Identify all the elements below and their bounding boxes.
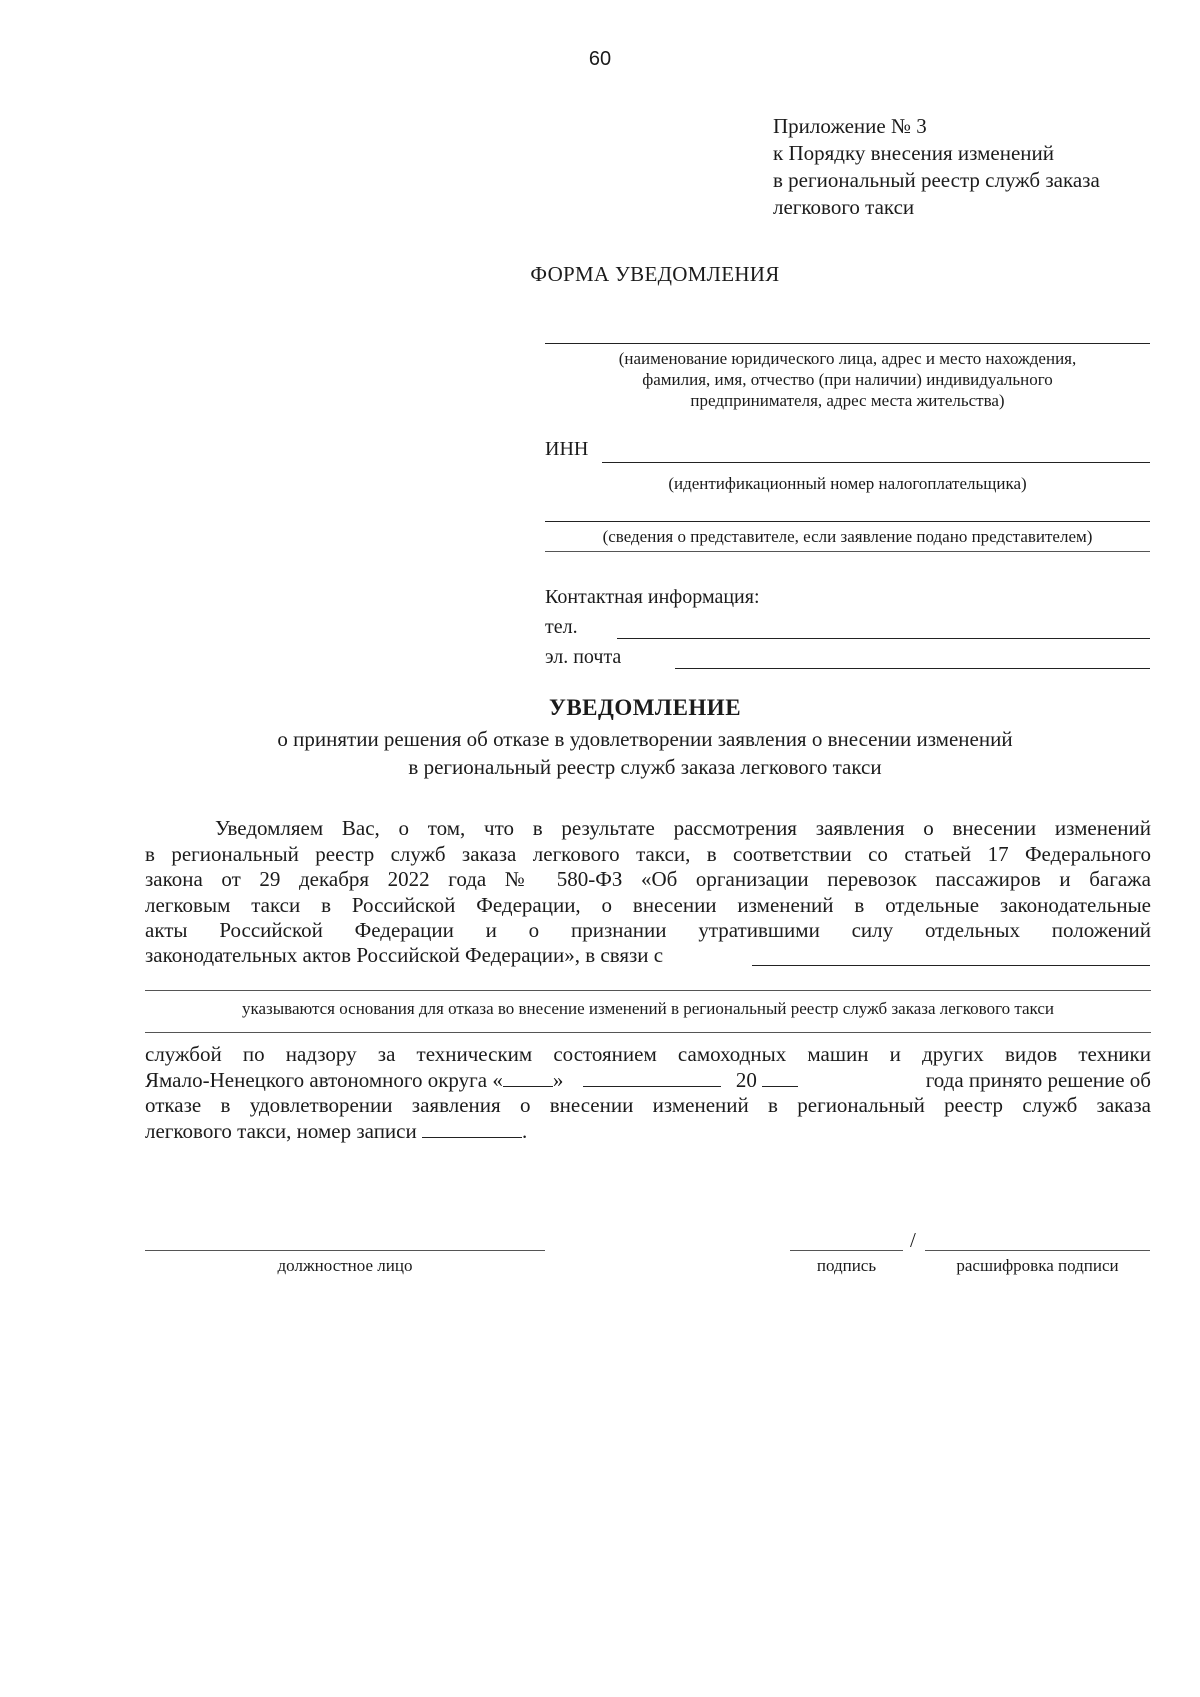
date-text: года принято решение об <box>925 1067 1151 1092</box>
notice-title: УВЕДОМЛЕНИЕ <box>548 695 742 720</box>
official-line[interactable] <box>145 1250 545 1251</box>
appendix-line: к Порядку внесения изменений <box>773 141 1055 165</box>
email-label: эл. почта <box>545 646 622 668</box>
signature-decode-caption: расшифровка подписи <box>956 1256 1119 1275</box>
reason-caption: указываются основания для отказа во внесение изменений в региональный реестр служб заказа легкового такси <box>241 999 1055 1018</box>
paragraph-last-line <box>145 943 663 969</box>
notice-paragraph-1-cont <box>145 842 1151 944</box>
paragraph-line: законодательных актов Российской Федерации», в связи с <box>145 943 664 967</box>
caption-line: предпринимателя, адрес места жительства) <box>690 391 1005 410</box>
notice-subtitle <box>0 725 1200 781</box>
appendix-line: легкового такси <box>773 195 915 219</box>
date-text: » <box>552 1067 564 1092</box>
date-line <box>145 1068 1151 1094</box>
email-line[interactable] <box>675 668 1150 669</box>
phone-label: тел. <box>545 616 578 638</box>
year-prefix: 20 <box>735 1067 757 1092</box>
year-field[interactable] <box>762 1068 798 1087</box>
month-field[interactable] <box>583 1068 721 1087</box>
appendix-line: в региональный реестр служб заказа <box>773 168 1100 192</box>
subtitle-line: в региональный реестр служб заказа легкового такси <box>408 755 882 779</box>
paragraph-line: службой по надзору за техническим состоянием самоходных машин и других видов техники <box>145 1042 1151 1066</box>
paragraph-line: Уведомляем Вас, о том, что в результате рассмотрения заявления о внесении изменений <box>215 816 1151 840</box>
signature-decode-line[interactable] <box>925 1250 1150 1251</box>
inn-caption: (идентификационный номер налогоплательщика) <box>668 474 1027 493</box>
record-period: . <box>521 1118 528 1143</box>
record-number-field[interactable] <box>422 1119 522 1138</box>
paragraph-line: закона от 29 декабря 2022 года № 580-ФЗ «Об организации перевозок пассажиров и багажа <box>145 867 1151 891</box>
caption-line: (наименование юридического лица, адрес и место нахождения, <box>618 349 1077 368</box>
date-text: Ямало-Ненецкого автономного округа « <box>145 1067 503 1092</box>
recipient-name-line[interactable] <box>545 343 1150 344</box>
caption-line: фамилия, имя, отчество (при наличии) индивидуального <box>642 370 1053 389</box>
paragraph-line: акты Российской Федерации и о признании утратившими силу отдельных положений <box>145 918 1151 942</box>
page-number: 60 <box>588 48 612 70</box>
phone-line[interactable] <box>617 638 1150 639</box>
signature-caption: подпись <box>816 1256 877 1275</box>
recipient-name-caption <box>545 348 1150 411</box>
paragraph-line: отказе в удовлетворении заявления о внесении изменений в региональный реестр служб заказа <box>145 1093 1151 1117</box>
signature-slash: / <box>910 1228 916 1252</box>
representative-caption: (сведения о представителе, если заявление подано представителем) <box>602 527 1093 546</box>
inn-label: ИНН <box>545 438 589 460</box>
contacts-label: Контактная информация: <box>545 586 760 608</box>
representative-bottom-line <box>545 551 1150 552</box>
reason-bottom-line <box>145 1032 1151 1033</box>
official-caption: должностное лицо <box>277 1256 413 1275</box>
reason-inline-line[interactable] <box>752 965 1150 966</box>
subtitle-line: о принятии решения об отказе в удовлетворении заявления о внесении изменений <box>277 727 1013 751</box>
representative-line[interactable] <box>545 521 1150 522</box>
paragraph-line: в региональный реестр служб заказа легкового такси, в соответствии со статьей 17 Федерального <box>145 841 1151 866</box>
notice-paragraph-1 <box>145 816 1151 842</box>
record-label: легкового такси, номер записи <box>145 1118 417 1143</box>
signature-line[interactable] <box>790 1250 903 1251</box>
appendix-header <box>773 113 1100 221</box>
notice-paragraph-2-cont <box>145 1093 1151 1119</box>
reason-line[interactable] <box>145 990 1151 991</box>
notice-paragraph-2 <box>145 1042 1151 1068</box>
paragraph-line: легковым такси в Российской Федерации, о внесении изменений в отдельные законодательные <box>145 892 1151 917</box>
day-field[interactable] <box>503 1068 553 1087</box>
appendix-line: Приложение № 3 <box>773 114 927 138</box>
inn-line[interactable] <box>602 462 1150 463</box>
form-title: ФОРМА УВЕДОМЛЕНИЯ <box>530 262 780 286</box>
record-line <box>145 1119 527 1145</box>
